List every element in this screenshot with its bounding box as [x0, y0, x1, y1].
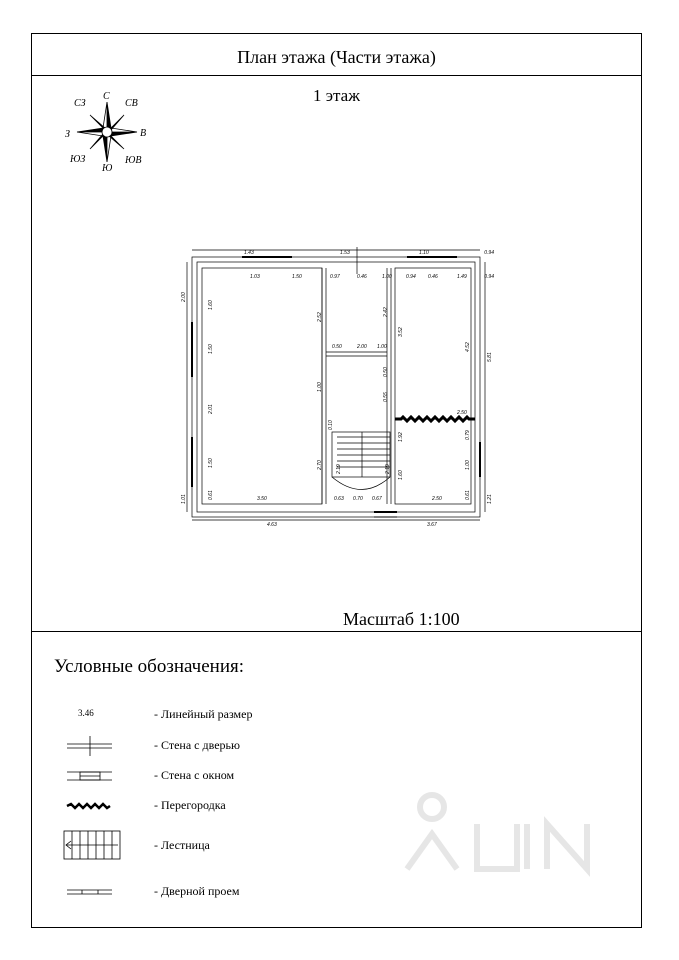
page-title: План этажа (Части этажа)	[237, 47, 436, 67]
legend-linear-size-sample: 3.46	[78, 708, 94, 718]
compass-sw: ЮЗ	[70, 154, 86, 165]
dim-in-7: 0.46	[428, 274, 438, 280]
dim-left-in-5: 0.61	[208, 490, 214, 500]
legend-item-wall-door	[62, 734, 362, 764]
legend-item-doorway	[62, 880, 362, 910]
dim-in-5: 1.00	[382, 274, 392, 280]
dim-left-in-2: 1.50	[208, 344, 214, 354]
dim-in-3: 0.97	[330, 274, 340, 280]
compass-ne: СВ	[125, 98, 138, 109]
dim-mid-d: 0.50	[383, 367, 389, 377]
dim-bot-in-1: 3.50	[257, 496, 267, 502]
dim-right-in-5: 0.61	[465, 490, 471, 500]
compass-s: Ю	[102, 163, 113, 174]
scale-label: Масштаб 1:100	[343, 609, 460, 629]
legend-item-partition	[62, 794, 362, 824]
wall-window-symbol-icon	[62, 764, 122, 788]
compass-n: С	[103, 91, 110, 102]
dim-bot-in-4: 0.67	[372, 496, 382, 502]
dim-in-4: 0.46	[357, 274, 367, 280]
dim-mid-e: 0.55	[383, 392, 389, 402]
dim-in-6: 0.94	[406, 274, 416, 280]
dim-mid-3: 1.00	[377, 344, 387, 350]
dim-mid-j: 2.19	[336, 464, 342, 474]
dim-mid-f: 0.10	[328, 420, 334, 430]
dim-bottom-2: 3.67	[427, 522, 437, 528]
legend-divider	[32, 631, 641, 632]
dim-mid-g: 2.70	[317, 460, 323, 470]
legend-item-linear-size	[62, 706, 362, 736]
dim-mid-h: 1.92	[398, 432, 404, 442]
dim-mid-2: 2.00	[357, 344, 367, 350]
dim-left-2: 1.01	[181, 494, 187, 504]
dim-partition: 2.50	[457, 410, 467, 416]
dim-mid-c: 1.00	[317, 382, 323, 392]
dim-left-1: 2.00	[181, 292, 187, 302]
dim-bot-in-3: 0.70	[353, 496, 363, 502]
dim-left-in-3: 2.01	[208, 404, 214, 414]
dim-right-2: 1.21	[487, 494, 493, 504]
dim-top-2: 1.53	[340, 250, 350, 256]
legend-label-doorway: - Дверной проем	[154, 884, 240, 898]
dim-in-8: 1.49	[457, 274, 467, 280]
dim-in-9: 0.94	[484, 274, 494, 280]
compass-w: З	[65, 129, 70, 140]
legend-title: Условные обозначения:	[54, 656, 245, 677]
legend-label-partition: - Перегородка	[154, 798, 226, 812]
compass-rose-icon	[62, 90, 152, 172]
legend-label-linear-size: - Линейный размер	[154, 707, 253, 721]
dim-bot-in-5: 2.50	[432, 496, 442, 502]
dim-bot-in-2: 0.63	[334, 496, 344, 502]
dim-right-in-1: 3.52	[398, 327, 404, 337]
legend-item-wall-window	[62, 764, 362, 794]
stairs-symbol-icon	[62, 829, 124, 863]
dim-bottom-1: 4.63	[267, 522, 277, 528]
dim-top-1: 1.43	[244, 250, 254, 256]
compass-nw: СЗ	[74, 98, 86, 109]
dim-right-in-3: 0.79	[465, 430, 471, 440]
dim-in-2: 1.50	[292, 274, 302, 280]
title-divider	[32, 75, 641, 76]
dim-right-in-4: 1.00	[465, 460, 471, 470]
wall-door-symbol-icon	[62, 734, 122, 758]
dim-mid-k: 2.19	[385, 464, 391, 474]
dim-right-1: 5.81	[487, 352, 493, 362]
dim-right-in-2: 4.52	[465, 342, 471, 352]
dim-mid-a: 2.52	[317, 312, 323, 322]
document-frame	[31, 33, 642, 928]
dim-top-3: 1.10	[419, 250, 429, 256]
dim-top-4: 0.94	[484, 250, 494, 256]
doorway-symbol-icon	[62, 880, 122, 904]
dim-left-in-1: 1.60	[208, 300, 214, 310]
compass-se: ЮВ	[125, 155, 142, 166]
dim-left-in-4: 1.50	[208, 458, 214, 468]
floor-label: 1 этаж	[313, 86, 360, 105]
dim-in-1: 1.03	[250, 274, 260, 280]
dim-mid-i: 1.60	[398, 470, 404, 480]
legend-label-wall-window: - Стена с окном	[154, 768, 235, 782]
cian-watermark-icon	[387, 779, 607, 889]
legend-label-stairs: - Лестница	[154, 838, 210, 852]
compass-e: В	[140, 128, 147, 139]
dim-mid-1: 0.50	[332, 344, 342, 350]
floor-plan-drawing	[181, 212, 494, 528]
legend-label-wall-door: - Стена с дверью	[154, 738, 240, 752]
partition-symbol-icon	[62, 794, 122, 818]
legend-item-stairs	[62, 829, 362, 863]
dim-mid-b: 2.42	[383, 307, 389, 317]
